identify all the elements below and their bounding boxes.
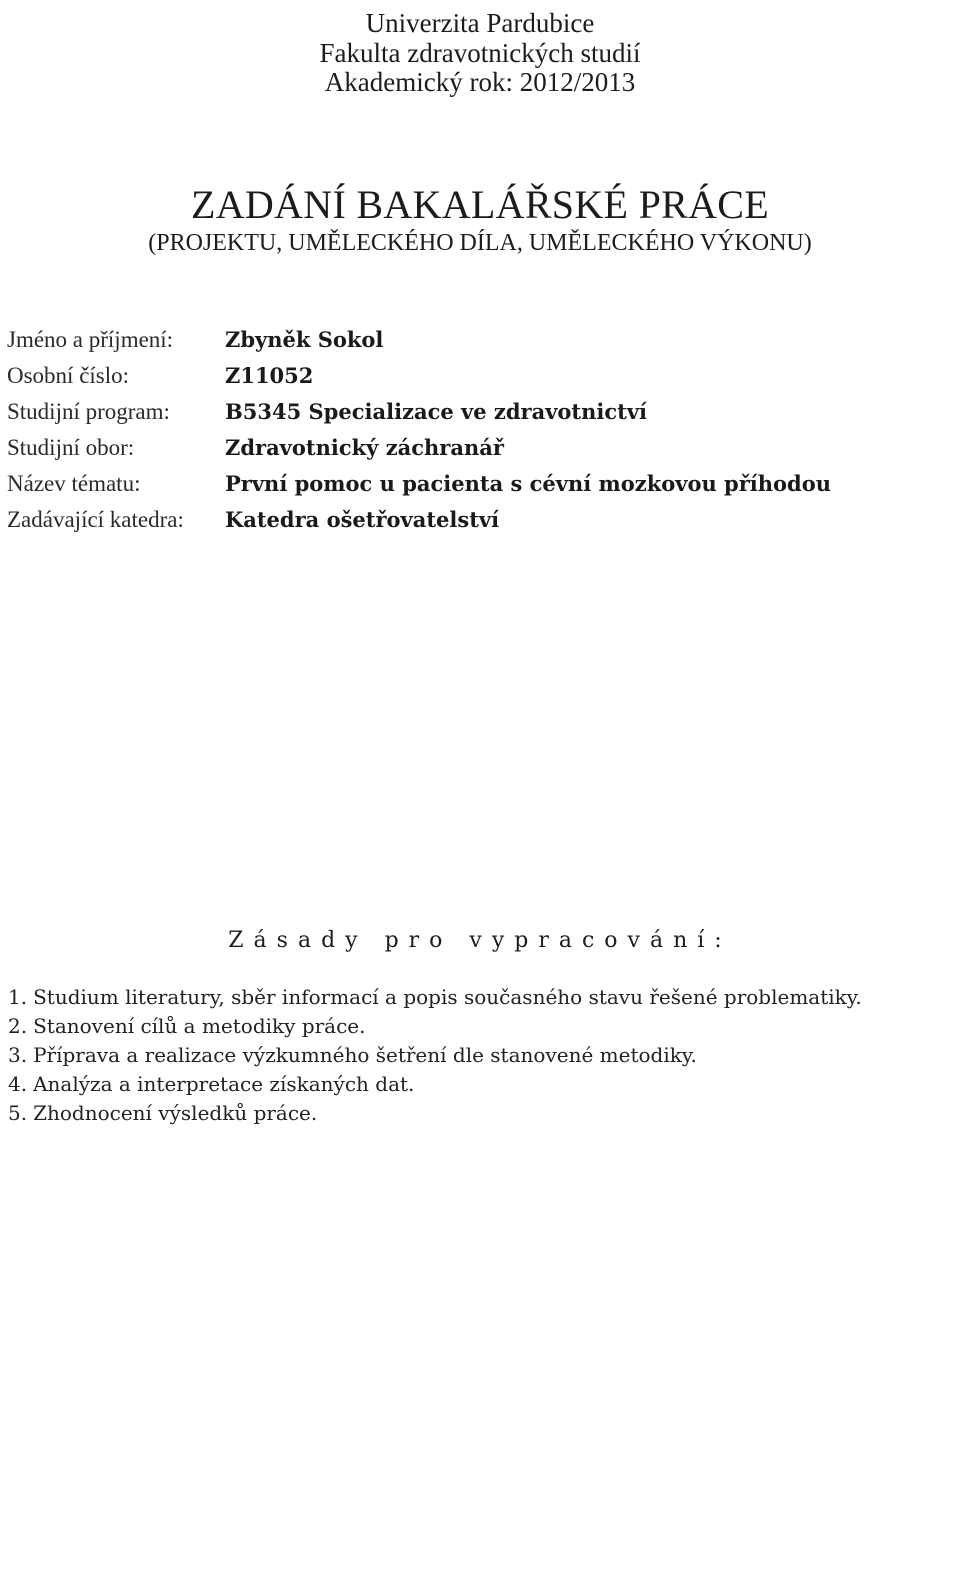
- list-item: [8, 983, 862, 1012]
- list-item-text: Stanovení cílů a metodiky práce.: [33, 1014, 366, 1038]
- list-item-text: Zhodnocení výsledků práce.: [33, 1101, 318, 1125]
- info-label: Studijní obor:: [7, 435, 135, 460]
- faculty-name: Fakulta zdravotnických studií: [319, 38, 641, 68]
- university-name: Univerzita Pardubice: [365, 8, 595, 38]
- document-subtitle: (PROJEKTU, UMĚLECKÉHO DÍLA, UMĚLECKÉHO VÝKONU): [148, 230, 812, 256]
- info-value: První pomoc u pacienta s cévní mozkovou příhodou: [225, 471, 832, 496]
- list-item-number: 2.: [8, 1014, 28, 1038]
- info-row-name: [7, 322, 831, 358]
- info-value: Katedra ošetřovatelství: [225, 507, 500, 532]
- info-label: Název tématu:: [7, 471, 141, 496]
- info-row-study-field: [7, 430, 831, 466]
- list-item-text: Analýza a interpretace získaných dat.: [33, 1072, 415, 1096]
- info-value: Zdravotnický záchranář: [225, 435, 504, 460]
- list-item: [8, 1070, 862, 1099]
- info-label: Studijní program:: [7, 399, 170, 424]
- info-row-department: [7, 502, 831, 538]
- info-row-study-program: [7, 394, 831, 430]
- rules-heading: Zásady pro vypracování:: [228, 928, 732, 953]
- info-row-topic: [7, 466, 831, 502]
- list-item: [8, 1099, 862, 1128]
- info-value: Zbyněk Sokol: [225, 327, 384, 352]
- list-item-text: Příprava a realizace výzkumného šetření dle stanovené metodiky.: [33, 1043, 697, 1067]
- info-label: Zadávající katedra:: [7, 507, 184, 532]
- info-label: Osobní číslo:: [7, 363, 130, 388]
- list-item: [8, 1041, 862, 1070]
- document-title: ZADÁNÍ BAKALÁŘSKÉ PRÁCE: [190, 182, 770, 227]
- list-item-number: 5.: [8, 1101, 28, 1125]
- student-info-table: [7, 322, 831, 538]
- academic-year: Akademický rok: 2012/2013: [324, 67, 636, 97]
- list-item: [8, 1012, 862, 1041]
- list-item-number: 3.: [8, 1043, 28, 1067]
- info-value: Z11052: [225, 363, 314, 388]
- info-row-personal-number: [7, 358, 831, 394]
- info-value: B5345 Specializace ve zdravotnictví: [225, 399, 648, 424]
- rules-list: [8, 983, 862, 1128]
- info-label: Jméno a příjmení:: [7, 327, 174, 352]
- list-item-text: Studium literatury, sběr informací a popis současného stavu řešené problematiky.: [33, 985, 862, 1009]
- list-item-number: 1.: [8, 985, 28, 1009]
- list-item-number: 4.: [8, 1072, 28, 1096]
